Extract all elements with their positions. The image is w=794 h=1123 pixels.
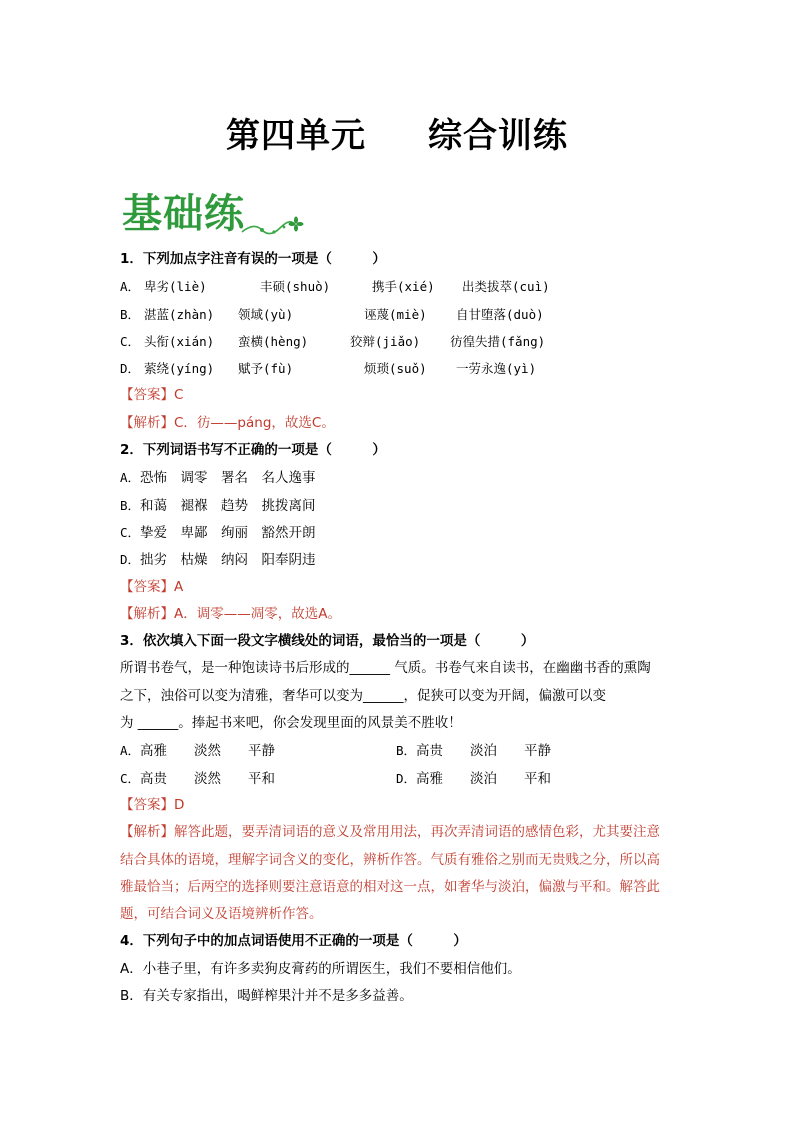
q1-option-b: B． 湛蓝(zhàn) 领域(yù) 诬蔑(miè) 自甘堕落(duò) <box>120 306 544 322</box>
q3-option-c: C．高贵 淡然 平和 <box>120 770 276 787</box>
q3-analysis-line-1: 【解析】解答此题，要弄清词语的意义及常用用法，再次弄清词语的感情色彩，尤其要注意 <box>120 824 660 841</box>
question-4-stem: 4．下列句子中的加点词语使用不正确的一项是（ ） <box>120 933 467 950</box>
q4-option-b: B．有关专家指出，喝鲜榨果汁并不是多多益善。 <box>120 988 413 1005</box>
vine-flower-icon <box>240 212 304 240</box>
q2-option-c: C．挚爱 卑鄙 绚丽 豁然开朗 <box>120 524 316 541</box>
q3-options-row-2 <box>120 765 680 792</box>
section-label: 基础练 <box>122 191 245 237</box>
q3-passage-line-2: 之下，浊俗可以变为清雅，奢华可以变为______，促狭可以变为开阔，偏激可以变 <box>120 687 606 704</box>
q2-option-b: B．和蔼 褪褓 趋势 挑拨离间 <box>120 497 316 514</box>
question-2-stem: 2．下列词语书写不正确的一项是（ ） <box>120 442 386 459</box>
q3-options-row-1 <box>120 737 680 764</box>
q3-answer: 【答案】D <box>120 796 185 813</box>
q3-option-a: A．高雅 淡然 平静 <box>120 743 276 760</box>
question-3-stem: 3．依次填入下面一段文字横线处的词语，最恰当的一项是（ ） <box>120 633 535 650</box>
q4-option-a: A．小巷子里，有许多卖狗皮膏药的所谓医生，我们不要相信他们。 <box>120 960 521 977</box>
q3-option-b: B．高贵 淡泊 平静 <box>396 743 552 760</box>
q3-analysis-line-2: 结合具体的语境，理解字词含义的变化，辨析作答。气质有雅俗之别而无贵贱之分，所以高 <box>120 851 660 868</box>
question-1-stem: 1．下列加点字注音有误的一项是（ ） <box>120 251 386 267</box>
title-unit: 第四单元 <box>226 116 366 156</box>
q2-analysis: 【解析】A．调零——凋零，故选A。 <box>120 605 341 622</box>
q3-analysis-line-4: 题，可结合词义及语境辨析作答。 <box>120 906 323 923</box>
q1-analysis: 【解析】C．彷——páng，故选C。 <box>120 414 335 431</box>
q3-passage-line-1: 所谓书卷气，是一种饱读诗书后形成的______ 气质。书卷气来自读书，在幽幽书香的熏陶 <box>120 660 651 677</box>
q1-answer: 【答案】C <box>120 387 184 404</box>
q3-analysis-line-3: 雅最恰当；后两空的选择则要注意语意的相对这一点，如奢华与淡泊，偏激与平和。解答此 <box>120 878 660 895</box>
q2-option-d: D．拙劣 枯燥 纳闷 阳奉阴违 <box>120 552 316 569</box>
q3-option-d: D．高雅 淡泊 平和 <box>396 770 552 787</box>
q1-option-d: D． 萦绕(yíng) 赋予(fù) 烦琐(suǒ) 一劳永逸(yì) <box>120 361 537 377</box>
section-heading <box>122 182 245 239</box>
q2-option-a: A．恐怖 调零 署名 名人逸事 <box>120 470 316 487</box>
title-topic: 综合训练 <box>428 116 568 156</box>
exercise-content <box>120 246 680 1010</box>
q2-answer: 【答案】A <box>120 578 184 595</box>
q1-option-c: C． 头衔(xián) 蛮横(hèng) 狡辩(jiǎo) 彷徨失措(fǎng) <box>120 333 546 349</box>
page-title <box>0 108 794 157</box>
q3-passage-line-3: 为 ______。捧起书来吧，你会发现里面的风景美不胜收！ <box>120 715 462 732</box>
q1-option-a: A． 卑劣(liè) 丰硕(shuò) 携手(xié) 出类拔萃(cuì) <box>120 279 550 295</box>
